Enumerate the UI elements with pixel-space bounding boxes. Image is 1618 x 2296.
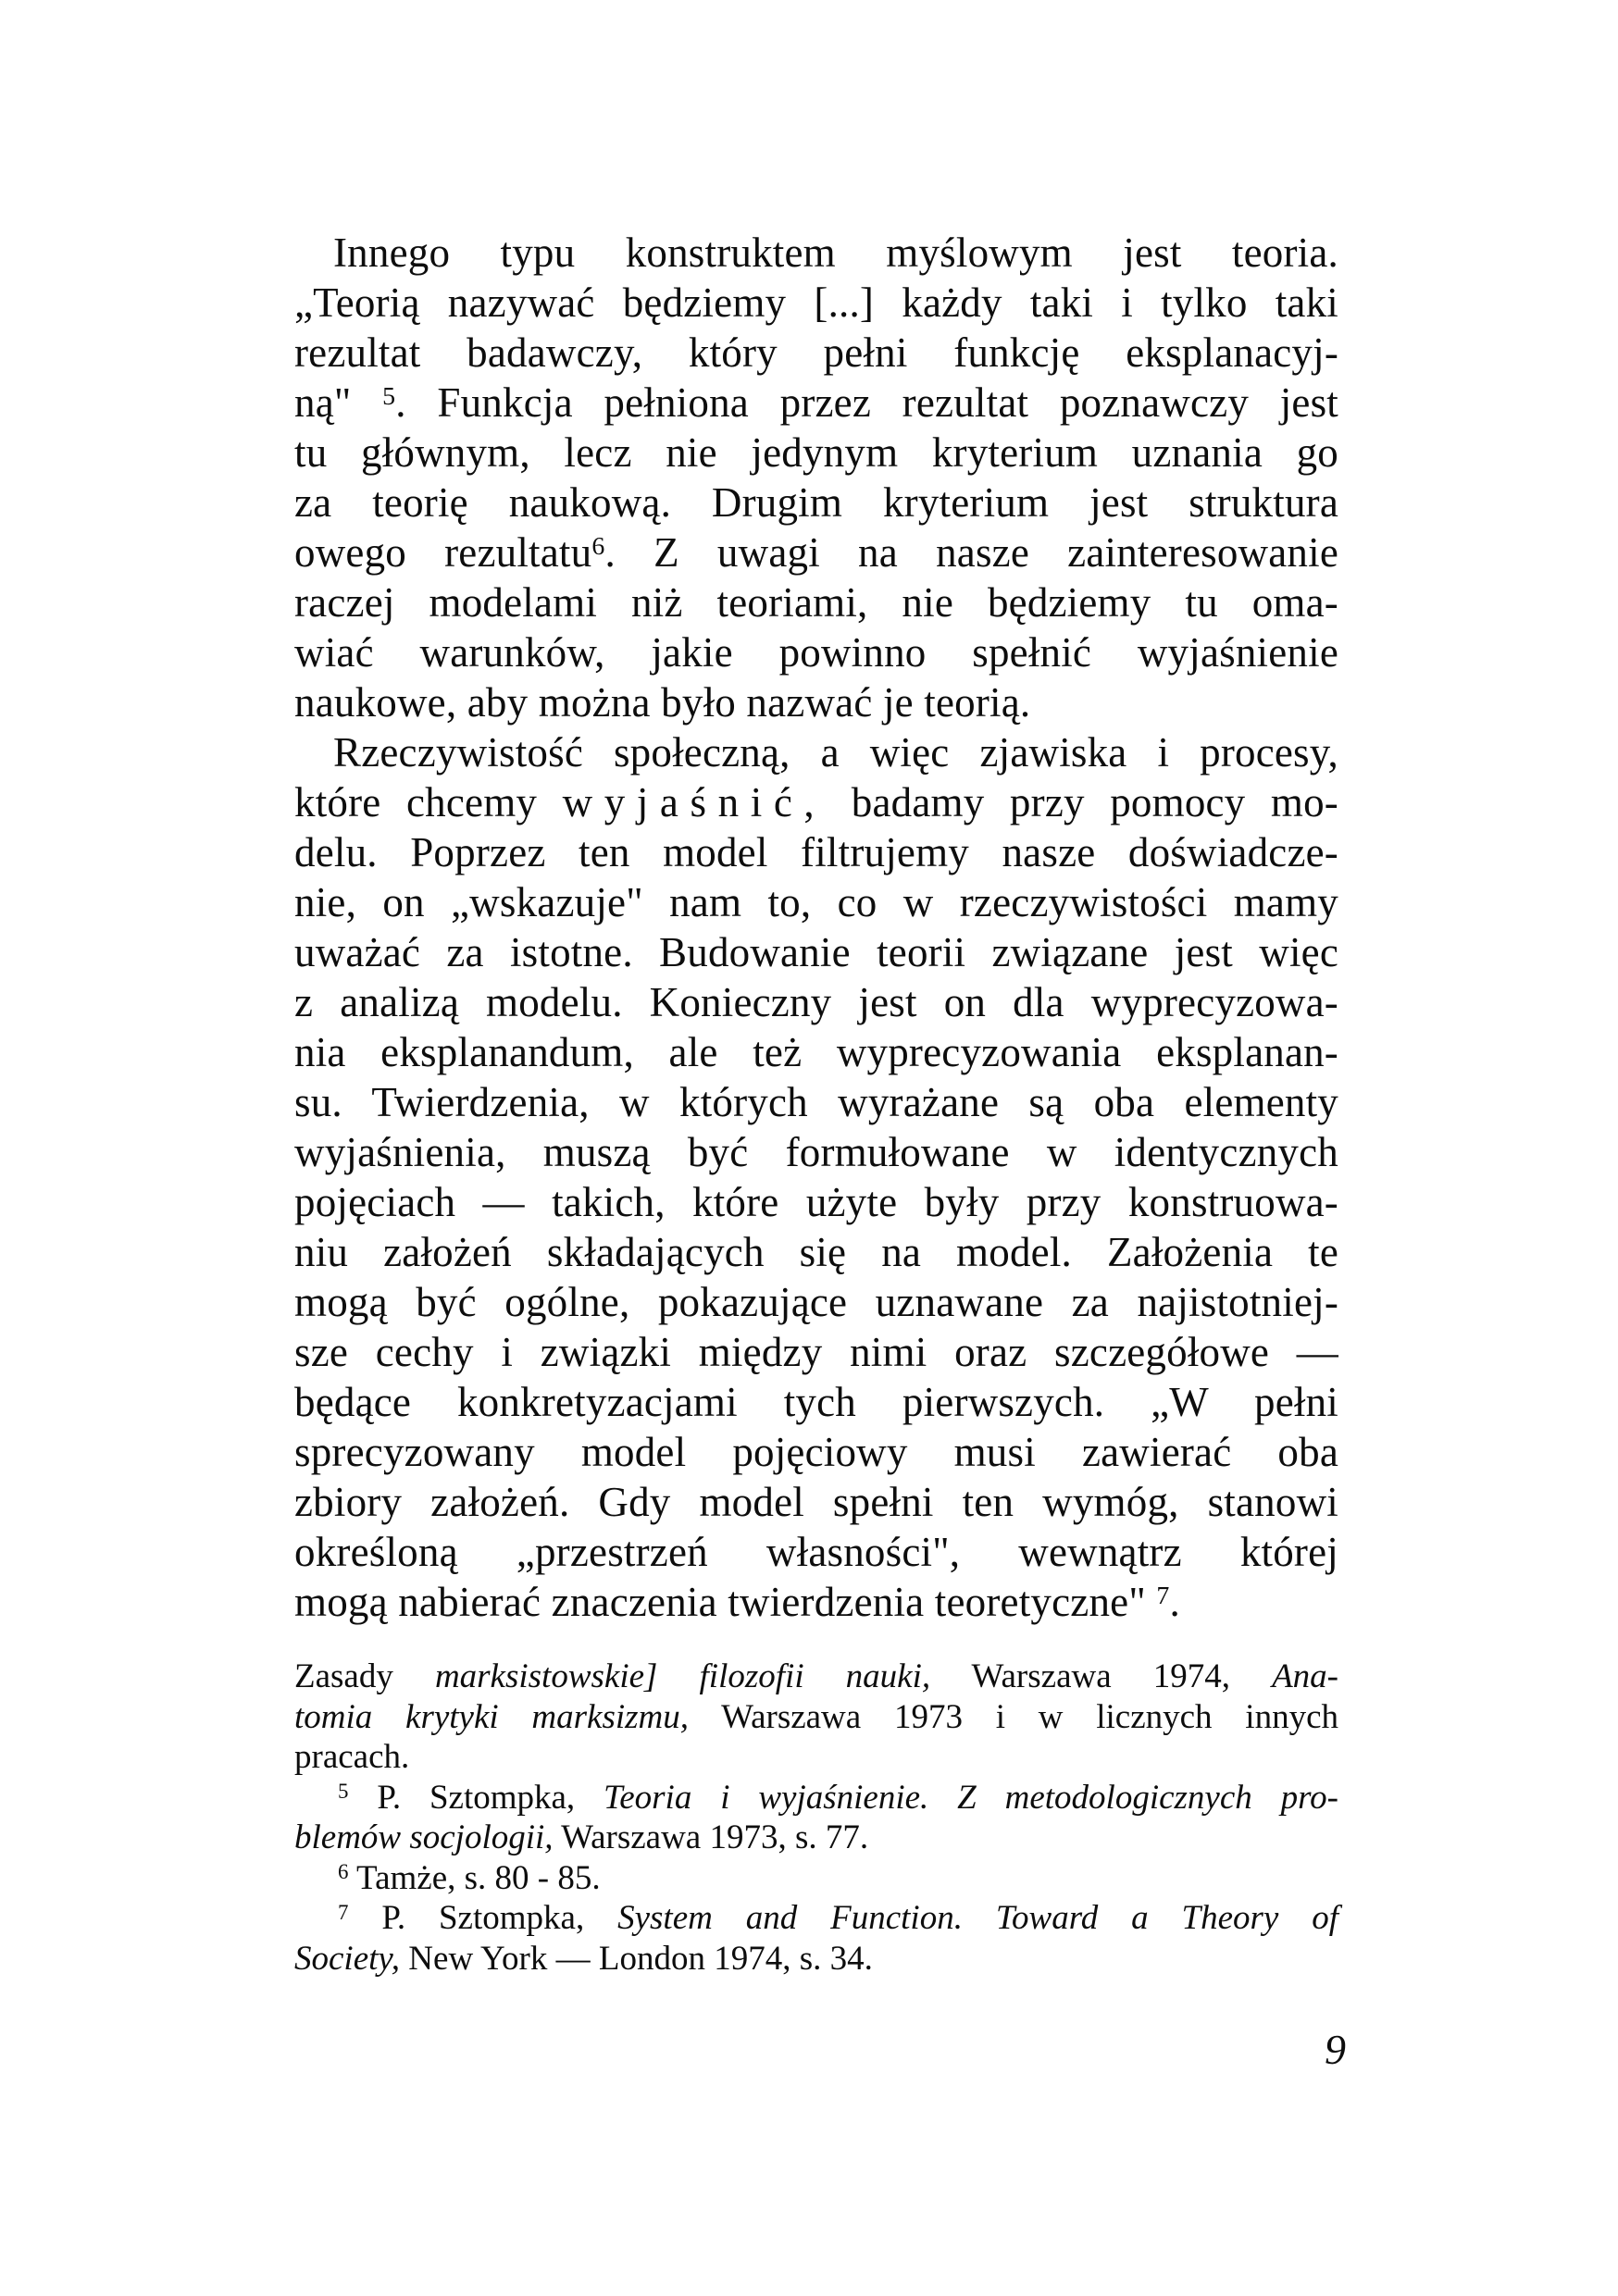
text-segment: mogą nabierać znaczenia twierdzenia teoretyczne" xyxy=(294,1579,1157,1625)
text-segment: . Z uwagi na nasze zainteresowanie xyxy=(604,529,1338,576)
text-segment: sprecyzowany model pojęciowy musi zawierać oba xyxy=(294,1429,1338,1475)
text-segment: raczej modelami niż teoriami, nie będziemy tu oma- xyxy=(294,579,1338,626)
text-segment: pojęciach — takich, które użyte były przy konstruowa- xyxy=(294,1179,1338,1225)
text-line xyxy=(294,1377,1338,1427)
text-segment: Warszawa 1974, xyxy=(930,1657,1273,1695)
text-line xyxy=(294,1077,1338,1127)
text-segment: będące konkretyzacjami tych pierwszych. „W pełni xyxy=(294,1379,1338,1425)
text-line xyxy=(294,1027,1338,1077)
text-segment: Tamże, s. 80 - 85. xyxy=(348,1858,601,1897)
text-segment: naukowe, aby można było nazwać je teorią. xyxy=(294,679,1031,726)
main-text xyxy=(294,228,1338,1627)
text-line: ną" 5. Funkcja pełniona przez rezultat poznawczy jest xyxy=(294,379,1338,426)
text-line xyxy=(294,478,1338,527)
text-segment: uważać za istotne. Budowanie teorii związane jest więc xyxy=(294,929,1338,975)
text-segment: określoną „przestrzeń własności", wewnątrz której xyxy=(294,1529,1338,1575)
text-segment: za teorię naukową. Drugim kryterium jest struktura xyxy=(294,479,1338,526)
text-segment: z analizą modelu. Konieczny jest on dla wyprecyzowa- xyxy=(294,979,1338,1025)
text-line xyxy=(294,1177,1338,1227)
text-segment: P. Sztompka, xyxy=(348,1899,618,1937)
text-line: 7 P. Sztompka, System and Function. Toward a Theory of xyxy=(338,1899,1338,1937)
text-line xyxy=(294,428,1338,478)
text-segment: badamy przy pomocy mo- xyxy=(826,779,1338,825)
text-segment: niu założeń składających się na model. Założenia te xyxy=(294,1229,1338,1275)
text-segment: Rzeczywistość społeczną, a więc zjawiska i procesy, xyxy=(333,729,1338,776)
text-line xyxy=(294,677,1338,727)
text-segment: Warszawa 1973 i w licznych innych xyxy=(689,1697,1338,1736)
text-segment: blemów socjologii, xyxy=(294,1818,554,1856)
text-line xyxy=(294,1939,1338,1980)
text-segment: marksistowskie] filozofii nauki, xyxy=(434,1657,931,1695)
text-line xyxy=(294,1327,1338,1377)
text-line: 5 P. Sztompka, Teoria i wyjaśnienie. Z metodologicznych pro- xyxy=(338,1778,1338,1817)
text-segment: tu głównym, lecz nie jedynym kryterium uznania go xyxy=(294,429,1338,476)
text-segment: wyjaśnienia, muszą być formułowane w identycznych xyxy=(294,1129,1338,1175)
text-segment: mogą być ogólne, pokazujące uznawane za najistotniej- xyxy=(294,1279,1338,1325)
text-line: 6 Tamże, s. 80 - 85. xyxy=(338,1858,601,1897)
text-segment: Society, xyxy=(294,1939,401,1978)
text-segment: Zasady xyxy=(294,1657,435,1695)
text-segment: Warszawa 1973, s. 77. xyxy=(553,1818,869,1856)
footnotes xyxy=(294,1657,1338,1979)
text-line xyxy=(294,1477,1338,1527)
text-segment: zbiory założeń. Gdy model spełni ten wymóg, stanowi xyxy=(294,1479,1338,1525)
text-segment: owego rezultatu xyxy=(294,529,592,576)
text-line xyxy=(294,1697,1338,1738)
text-line xyxy=(294,1227,1338,1277)
text-line: mogą nabierać znaczenia twierdzenia teoretyczne" 7. xyxy=(294,1579,1180,1625)
text-line xyxy=(294,577,1338,627)
text-segment: Ana- xyxy=(1272,1657,1338,1695)
text-line xyxy=(294,827,1338,877)
text-segment: . xyxy=(1169,1579,1180,1625)
text-segment: wyjaśnić, xyxy=(562,779,827,825)
text-segment: „Teorią nazywać będziemy [...] każdy taki i tylko taki xyxy=(294,279,1338,326)
text-segment: . Funkcja pełniona przez rezultat poznawczy jest xyxy=(395,379,1338,426)
text-segment: ną" xyxy=(294,379,383,426)
text-segment: Innego typu konstruktem myślowym jest teoria. xyxy=(333,230,1338,276)
text-line xyxy=(294,627,1338,677)
text-line xyxy=(294,278,1338,328)
text-line xyxy=(294,727,1338,777)
text-segment: nia eksplanandum, ale też wyprecyzowania eksplanan- xyxy=(294,1029,1338,1075)
text-segment: które chcemy xyxy=(294,779,563,825)
text-segment: P. Sztompka, xyxy=(348,1778,604,1817)
text-line xyxy=(294,777,1338,827)
page-number: 9 xyxy=(1325,2026,1346,2073)
text-line xyxy=(294,1427,1338,1477)
text-segment: delu. Poprzez ten model filtrujemy nasze doświadcze- xyxy=(294,829,1338,875)
text-line xyxy=(294,1737,1338,1778)
text-segment: tomia krytyki marksizmu, xyxy=(294,1697,690,1736)
text-segment: Teoria i wyjaśnienie. Z metodologicznych pro- xyxy=(604,1778,1338,1817)
text-segment: su. Twierdzenia, w których wyrażane są oba elementy xyxy=(294,1079,1338,1125)
text-line xyxy=(294,1818,1338,1858)
text-segment: wiać warunków, jakie powinno spełnić wyjaśnienie xyxy=(294,629,1338,676)
text-line xyxy=(294,927,1338,977)
text-segment: New York — London 1974, s. 34. xyxy=(400,1939,873,1978)
text-line xyxy=(294,1127,1338,1177)
text-line xyxy=(294,328,1338,378)
text-line xyxy=(294,877,1338,927)
text-line xyxy=(294,1277,1338,1327)
text-segment: pracach. xyxy=(294,1738,410,1776)
text-line: owego rezultatu6. Z uwagi na nasze zainteresowanie xyxy=(294,529,1338,576)
text-segment: nie, on „wskazuje" nam to, co w rzeczywistości mamy xyxy=(294,879,1338,925)
text-segment: sze cechy i związki między nimi oraz szczegółowe — xyxy=(294,1329,1338,1375)
text-line xyxy=(294,228,1338,278)
text-segment: System and Function. Toward a Theory of xyxy=(617,1899,1338,1937)
text-line xyxy=(294,1657,1338,1697)
text-line xyxy=(294,1527,1338,1577)
text-segment: rezultat badawczy, który pełni funkcję eksplanacyj- xyxy=(294,329,1338,376)
text-line xyxy=(294,977,1338,1027)
